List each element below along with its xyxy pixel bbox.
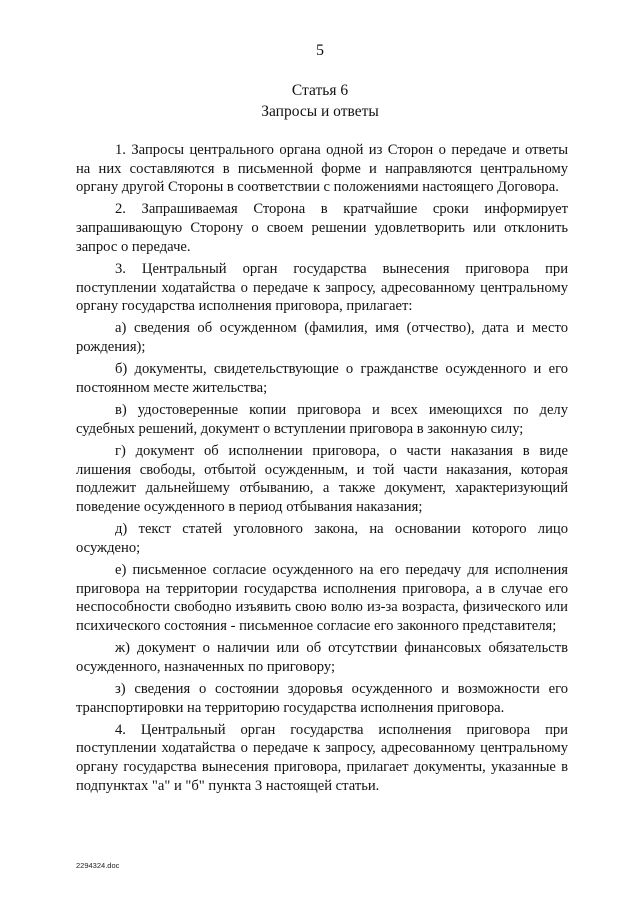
article-subtitle: Запросы и ответы <box>261 103 379 120</box>
subparagraph-z: з) сведения о состоянии здоровья осужденного и возможности его транспортировки на территорию государства исполнения приговора. <box>76 680 568 716</box>
paragraph-1: 1. Запросы центрального органа одной из Сторон о передаче и ответы на них составляются в письменной форме и направляются центральному органу другой Стороны в соответствии с положениями настоящего Договора. <box>76 142 568 196</box>
article-body <box>76 141 568 799</box>
paragraph-4: 4. Центральный орган государства исполнения приговора при поступлении ходатайства о передаче к запросу, адресованному центральному органу государства вынесения приговора, прилагает документы, указанные в подпунктах "а" и "б" пункта 3 настоящей статьи. <box>76 721 568 794</box>
subparagraph-b: б) документы, свидетельствующие о гражданстве осужденного и его постоянном месте жительства; <box>76 361 568 396</box>
page-number: 5 <box>316 42 324 59</box>
article-title: Статья 6 <box>291 82 349 99</box>
subparagraph-a: а) сведения об осужденном (фамилия, имя (отчество), дата и место рождения); <box>76 320 568 355</box>
subparagraph-e: е) письменное согласие осужденного на его передачу для исполнения приговора на территории государства исполнения приговора, а в случае его неспособности свободно изъявить свою волю из-за возраста, физического или психического состояния - письменное согласие его законного представителя; <box>76 561 568 634</box>
document-filename: 2294324.doc <box>76 861 120 870</box>
article-heading <box>0 80 640 122</box>
subparagraph-zh: ж) документ о наличии или об отсутствии финансовых обязательств осужденного, назначенных по приговору; <box>76 640 568 675</box>
subparagraph-g: г) документ об исполнении приговора, о части наказания в виде лишения свободы, отбытой осужденным, и той части наказания, которая подлежит дальнейшему отбыванию, а также документ, характеризующий поведение осужденного в период отбывания наказания; <box>76 443 568 515</box>
subparagraph-d: д) текст статей уголовного закона, на основании которого лицо осуждено; <box>76 521 568 556</box>
subparagraph-v: в) удостоверенные копии приговора и всех имеющихся по делу судебных решений, документ о вступлении приговора в законную силу; <box>76 402 568 437</box>
paragraph-2: 2. Запрашиваемая Сторона в кратчайшие сроки информирует запрашивающую Сторону о своем решении удовлетворить или отклонить запрос о передаче. <box>76 201 568 255</box>
paragraph-3: 3. Центральный орган государства вынесения приговора при поступлении ходатайства о передаче к запросу, адресованному центральному органу государства исполнения приговора, прилагает: <box>76 260 568 315</box>
